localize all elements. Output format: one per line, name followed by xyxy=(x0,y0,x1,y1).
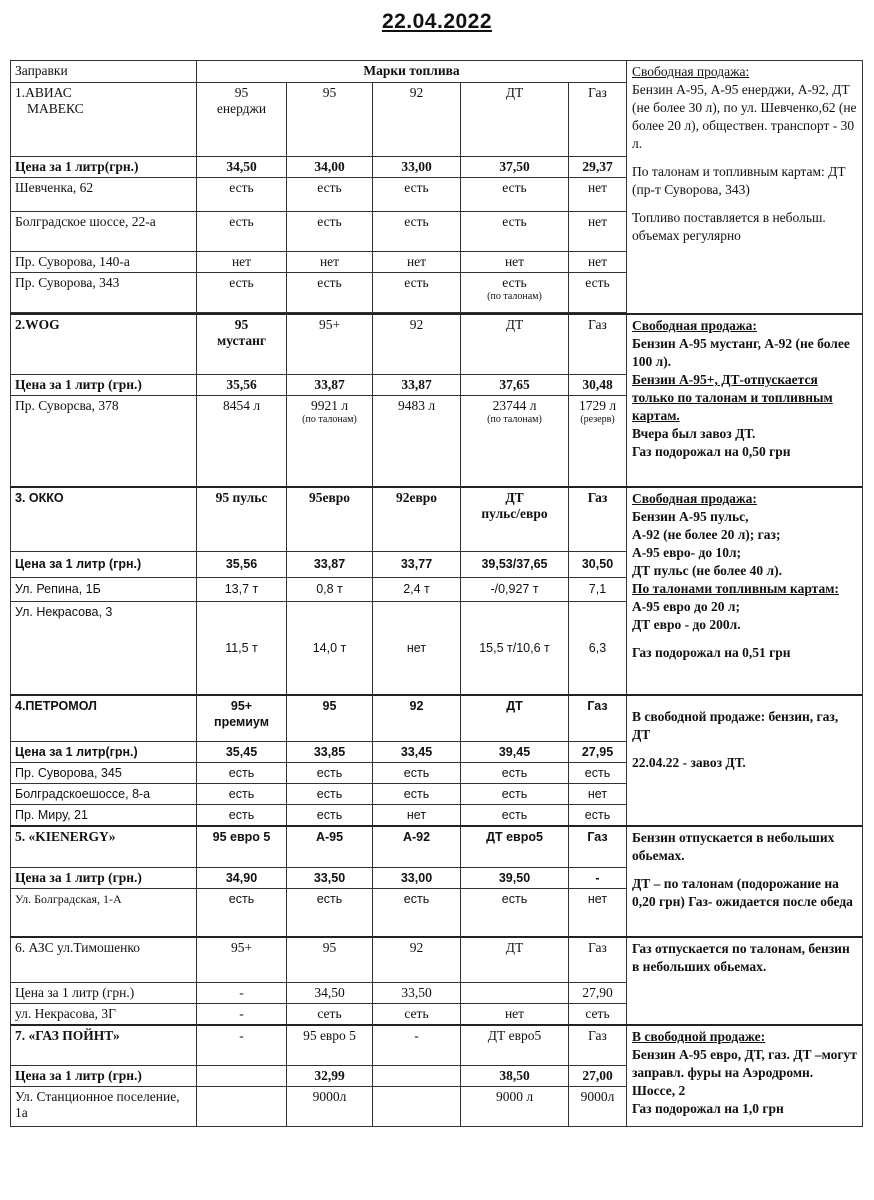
fuel-type: ДТ пульс/евро xyxy=(461,487,569,551)
fuel-type: 92 xyxy=(373,314,461,374)
volume-cell: 11,5 т xyxy=(197,601,287,695)
fuel-type: 95 xyxy=(287,937,373,983)
volume-cell: 0,8 т xyxy=(287,577,373,601)
fuel-type-row xyxy=(11,487,863,551)
volume-cell xyxy=(197,1086,287,1126)
fuel-type: ДТ xyxy=(461,937,569,983)
volume-cell: 23744 л (по талонам) xyxy=(461,395,569,487)
volume-cell: 9921 л (по талонам) xyxy=(287,395,373,487)
fuel-type: ДТ евро5 xyxy=(461,1025,569,1065)
note-section-5 xyxy=(627,826,863,937)
fuel-type: 95 мустанг xyxy=(197,314,287,374)
price-cell: 27,00 xyxy=(569,1065,627,1086)
station-name: 3. ОККО xyxy=(11,487,197,551)
availability-cell: есть xyxy=(197,783,287,804)
note-3-p6: ДТ евро - до 200л. xyxy=(632,617,741,632)
availability-cell: есть xyxy=(197,212,287,252)
availability-cell: есть xyxy=(373,889,461,937)
volume-cell: 6,3 xyxy=(569,601,627,695)
availability-cell: есть xyxy=(569,804,627,826)
availability-cell: есть xyxy=(287,889,373,937)
address-label: Пр. Миру, 21 xyxy=(11,804,197,826)
fuel-type-row xyxy=(11,695,863,741)
availability-cell: есть xyxy=(287,212,373,252)
address-label: Ул. Репина, 1Б xyxy=(11,577,197,601)
note-2-p1: Бензин А-95 мустанг, А-92 (не более 100 л). xyxy=(632,336,850,369)
price-cell: - xyxy=(197,983,287,1004)
station-name: 2.WOG xyxy=(11,314,197,374)
address-label: Ул. Некрасова, 3 xyxy=(11,601,197,695)
price-cell xyxy=(373,1065,461,1086)
price-cell xyxy=(197,1065,287,1086)
address-label: Пр. Суворсва, 378 xyxy=(11,395,197,487)
fuel-type-row xyxy=(11,1025,863,1065)
volume-cell: 1729 л (резерв) xyxy=(569,395,627,487)
price-cell: 33,77 xyxy=(373,551,461,577)
fuel-type: Газ xyxy=(569,83,627,157)
fuel-type: - xyxy=(373,1025,461,1065)
fuel-type: Газ xyxy=(569,314,627,374)
price-cell: 32,99 xyxy=(287,1065,373,1086)
volume-cell xyxy=(373,1086,461,1126)
price-cell: 33,87 xyxy=(287,551,373,577)
fuel-type: ДТ евро5 xyxy=(461,826,569,868)
address-label: Ул. Станционное поселение, 1а xyxy=(11,1086,197,1126)
price-cell xyxy=(461,983,569,1004)
price-cell: 37,50 xyxy=(461,157,569,178)
note-1-head: Свободная продажа: xyxy=(632,64,750,79)
note-4-p2: 22.04.22 - завоз ДТ. xyxy=(632,755,746,770)
volume-cell: -/0,927 т xyxy=(461,577,569,601)
note-3-p7: Газ подорожал на 0,51 грн xyxy=(632,645,791,660)
availability-cell: сеть xyxy=(569,1004,627,1026)
note-7-p1: Бензин А-95 евро, ДТ, газ. ДТ –могут заправл. фуры на Аэродромн. Шоссе, 2 xyxy=(632,1047,857,1098)
note-3-p3: А-95 евро- до 10л; xyxy=(632,545,742,560)
fuel-type: 92 xyxy=(373,937,461,983)
volume-cell: 9000л xyxy=(287,1086,373,1126)
availability-cell: есть xyxy=(373,212,461,252)
address-label: ул. Некрасова, 3Г xyxy=(11,1004,197,1026)
availability-cell: есть xyxy=(373,762,461,783)
note-3-p1: Бензин А-95 пульс, xyxy=(632,509,749,524)
address-label: Болградское шоссе, 22-а xyxy=(11,212,197,252)
availability-cell: есть (по талонам) xyxy=(461,273,569,313)
address-label: Ул. Болградская, 1-А xyxy=(11,889,197,937)
note-1-p3: Топливо поставляется в небольш. объемах регулярно xyxy=(632,210,826,243)
price-cell: 35,56 xyxy=(197,551,287,577)
station-name: 4.ПЕТРОМОЛ xyxy=(11,695,197,741)
note-section-4 xyxy=(627,695,863,826)
note-1-p1: Бензин А-95, А-95 енерджи, А-92, ДТ (не более 30 л), по ул. Шевченко,62 (не более 20 л), обществен. транспорт - 30 л. xyxy=(632,82,857,151)
price-cell: 33,00 xyxy=(373,868,461,889)
volume-cell: 7,1 xyxy=(569,577,627,601)
note-2-p4: Газ подорожал на 0,50 грн xyxy=(632,444,791,459)
fuel-type: 95 xyxy=(287,83,373,157)
header-stations: Заправки xyxy=(11,61,197,83)
availability-cell: есть xyxy=(373,273,461,313)
price-cell: 30,48 xyxy=(569,374,627,395)
price-cell: - xyxy=(569,868,627,889)
fuel-type: 95 xyxy=(287,695,373,741)
note-4-p1: В свободной продаже: бензин, газ, ДТ xyxy=(632,709,839,742)
fuel-type: 95 евро 5 xyxy=(197,826,287,868)
note-3-p5: А-95 евро до 20 л; xyxy=(632,599,740,614)
note-section-3 xyxy=(627,487,863,695)
price-cell: 39,53/37,65 xyxy=(461,551,569,577)
station-name: 6. АЗС ул.Тимошенко xyxy=(11,937,197,983)
fuel-type: - xyxy=(197,1025,287,1065)
price-cell: 33,00 xyxy=(373,157,461,178)
fuel-availability-table xyxy=(10,60,863,1127)
availability-cell: есть xyxy=(197,178,287,212)
note-3-p4: ДТ пульс (не более 40 л). xyxy=(632,563,782,578)
header-brands: Марки топлива xyxy=(197,61,627,83)
price-cell: 30,50 xyxy=(569,551,627,577)
fuel-type: 95 евро 5 xyxy=(287,1025,373,1065)
availability-cell: есть xyxy=(197,804,287,826)
availability-cell: сеть xyxy=(287,1004,373,1026)
station-name: 5. «KIENERGY» xyxy=(11,826,197,868)
note-3-head: Свободная продажа: xyxy=(632,491,757,506)
availability-cell: есть xyxy=(287,804,373,826)
station-name: 7. «ГАЗ ПОЙНТ» xyxy=(11,1025,197,1065)
price-label: Цена за 1 литр(грн.) xyxy=(11,741,197,762)
availability-cell: нет xyxy=(569,889,627,937)
fuel-type: 95 енерджи xyxy=(197,83,287,157)
note-3-p2: А-92 (не более 20 л); газ; xyxy=(632,527,781,542)
note-2-head: Свободная продажа: xyxy=(632,318,757,333)
volume-cell: 15,5 т/10,6 т xyxy=(461,601,569,695)
fuel-type: Газ xyxy=(569,937,627,983)
price-cell: 37,65 xyxy=(461,374,569,395)
fuel-type: Газ xyxy=(569,695,627,741)
price-cell: 39,50 xyxy=(461,868,569,889)
volume-cell: 13,7 т xyxy=(197,577,287,601)
address-label: Шевченка, 62 xyxy=(11,178,197,212)
price-cell: 38,50 xyxy=(461,1065,569,1086)
availability-cell: нет xyxy=(461,252,569,273)
fuel-type-row xyxy=(11,314,863,374)
price-cell: 33,50 xyxy=(287,868,373,889)
price-cell: 33,87 xyxy=(373,374,461,395)
note-7-head: В свободной продаже: xyxy=(632,1029,766,1044)
fuel-type: А-92 xyxy=(373,826,461,868)
availability-cell: нет xyxy=(461,1004,569,1026)
fuel-type: Газ xyxy=(569,487,627,551)
availability-cell: есть xyxy=(461,804,569,826)
volume-cell: 9483 л xyxy=(373,395,461,487)
fuel-type: 95+ xyxy=(287,314,373,374)
availability-cell: есть xyxy=(287,783,373,804)
price-cell: 27,90 xyxy=(569,983,627,1004)
fuel-type: 95 пульс xyxy=(197,487,287,551)
price-label: Цена за 1 литр (грн.) xyxy=(11,551,197,577)
availability-cell: есть xyxy=(287,273,373,313)
price-label: Цена за 1 литр (грн.) xyxy=(11,868,197,889)
price-label: Цена за 1 литр (грн.) xyxy=(11,983,197,1004)
address-label: Пр. Суворова, 140-а xyxy=(11,252,197,273)
note-1-p2: По талонам и топливным картам: ДТ (пр-т Суворова, 343) xyxy=(632,164,846,197)
price-cell: 35,45 xyxy=(197,741,287,762)
note-7-p2: Газ подорожал на 1,0 грн xyxy=(632,1101,784,1116)
fuel-type: 95евро xyxy=(287,487,373,551)
note-section-1 xyxy=(627,61,863,315)
fuel-type: 95+ премиум xyxy=(197,695,287,741)
document-title: 22.04.2022 xyxy=(381,10,493,33)
availability-cell: нет xyxy=(197,252,287,273)
availability-cell: нет xyxy=(373,804,461,826)
availability-cell: есть xyxy=(197,762,287,783)
availability-cell: - xyxy=(197,1004,287,1026)
availability-cell: нет xyxy=(569,212,627,252)
price-cell: 34,90 xyxy=(197,868,287,889)
fuel-type: Газ xyxy=(569,826,627,868)
availability-cell: нет xyxy=(569,252,627,273)
fuel-type: ДТ xyxy=(461,314,569,374)
price-label: Цена за 1 литр (грн.) xyxy=(11,374,197,395)
address-label: Болградскоешоссе, 8-а xyxy=(11,783,197,804)
fuel-type: 95+ xyxy=(197,937,287,983)
price-cell: 33,50 xyxy=(373,983,461,1004)
fuel-type: ДТ xyxy=(461,695,569,741)
volume-cell: 9000л xyxy=(569,1086,627,1126)
volume-cell: 8454 л xyxy=(197,395,287,487)
volume-cell: 9000 л xyxy=(461,1086,569,1126)
availability-cell: сеть xyxy=(373,1004,461,1026)
availability-cell: есть xyxy=(461,762,569,783)
price-cell: 29,37 xyxy=(569,157,627,178)
availability-cell: нет xyxy=(287,252,373,273)
note-2-p3: Вчера был завоз ДТ. xyxy=(632,426,756,441)
note-section-2 xyxy=(627,314,863,487)
availability-cell: есть xyxy=(373,178,461,212)
address-label: Пр. Суворова, 343 xyxy=(11,273,197,313)
availability-cell: есть xyxy=(373,783,461,804)
availability-cell: нет xyxy=(569,178,627,212)
availability-cell: есть xyxy=(197,273,287,313)
note-section-6 xyxy=(627,937,863,1026)
note-3-head2: По талонами топливным картам: xyxy=(632,581,839,596)
availability-cell: есть xyxy=(197,889,287,937)
fuel-type-row xyxy=(11,826,863,868)
note-section-7 xyxy=(627,1025,863,1126)
availability-cell: есть xyxy=(461,178,569,212)
note-2-p2: Бензин А-95+, ДТ-отпускается только по талонам и топливным картам. xyxy=(632,372,833,423)
availability-cell: есть xyxy=(569,273,627,313)
price-cell: 33,45 xyxy=(373,741,461,762)
fuel-type: 92 xyxy=(373,695,461,741)
availability-cell: есть xyxy=(287,762,373,783)
fuel-type: 92евро xyxy=(373,487,461,551)
fuel-type: Газ xyxy=(569,1025,627,1065)
availability-cell: нет xyxy=(373,252,461,273)
availability-cell: есть xyxy=(461,889,569,937)
availability-cell: есть xyxy=(569,762,627,783)
header-row xyxy=(11,61,863,83)
price-label: Цена за 1 литр (грн.) xyxy=(11,1065,197,1086)
fuel-type-row xyxy=(11,937,863,983)
availability-cell: есть xyxy=(461,212,569,252)
price-cell: 35,56 xyxy=(197,374,287,395)
station-name: 1.АВИАС МАВЕКС xyxy=(11,83,197,157)
price-cell: 33,87 xyxy=(287,374,373,395)
price-cell: 27,95 xyxy=(569,741,627,762)
price-cell: 34,50 xyxy=(287,983,373,1004)
note-5-p1: Бензин отпускается в небольших обьемах. xyxy=(632,829,835,863)
note-6-p1: Газ отпускается по талонам, бензин в небольших обьемах. xyxy=(632,940,850,974)
price-cell: 34,00 xyxy=(287,157,373,178)
price-cell: 34,50 xyxy=(197,157,287,178)
fuel-type: ДТ xyxy=(461,83,569,157)
availability-cell: есть xyxy=(461,783,569,804)
price-label: Цена за 1 литр(грн.) xyxy=(11,157,197,178)
fuel-type: 92 xyxy=(373,83,461,157)
availability-cell: нет xyxy=(569,783,627,804)
address-label: Пр. Суворова, 345 xyxy=(11,762,197,783)
volume-cell: нет xyxy=(373,601,461,695)
price-cell: 33,85 xyxy=(287,741,373,762)
volume-cell: 14,0 т xyxy=(287,601,373,695)
fuel-type: А-95 xyxy=(287,826,373,868)
availability-cell: есть xyxy=(287,178,373,212)
note-5-p2: ДТ – по талонам (подорожание на 0,20 грн) Газ- ожидается после обеда xyxy=(632,875,853,909)
volume-cell: 2,4 т xyxy=(373,577,461,601)
price-cell: 39,45 xyxy=(461,741,569,762)
